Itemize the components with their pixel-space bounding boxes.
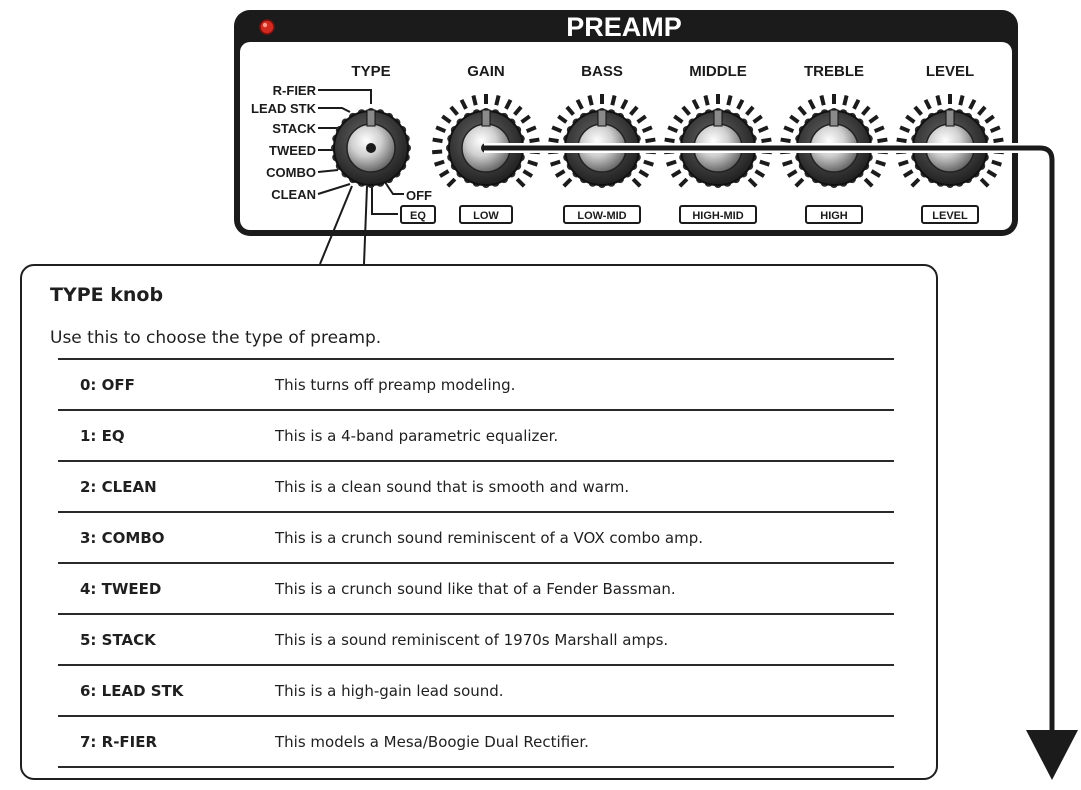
band-label-box: HIGH-MID	[692, 210, 744, 222]
knob-pointer	[714, 110, 722, 126]
type-knob-callout	[20, 264, 938, 780]
callout-description: Use this to choose the type of preamp.	[50, 328, 382, 348]
type-position-label: STACK	[272, 121, 316, 136]
scale-tick	[761, 140, 771, 142]
knob-label-type: TYPE	[351, 63, 391, 80]
led-highlight	[263, 23, 267, 27]
scale-tick	[432, 151, 442, 152]
type-position-label: R-FIER	[272, 83, 316, 98]
scale-tick	[665, 140, 675, 142]
knob-label-middle: MIDDLE	[689, 63, 747, 80]
knob-pointer	[367, 110, 375, 126]
knob-label-treble: TREBLE	[804, 63, 864, 80]
type-description: This is a 4-band parametric equalizer.	[275, 426, 559, 445]
type-position-label: LEAD STK	[251, 101, 316, 116]
type-value: 4: TWEED	[80, 579, 162, 598]
scale-tick	[549, 140, 559, 142]
scale-tick	[433, 140, 443, 142]
led-indicator	[260, 20, 274, 34]
band-label-box: LOW-MID	[577, 210, 627, 222]
type-knob	[331, 108, 411, 188]
table-row	[58, 410, 894, 461]
table-row	[58, 359, 894, 410]
knob-center	[366, 143, 376, 153]
panel-title: PREAMP	[566, 12, 682, 42]
arrow-head-icon	[1026, 730, 1078, 780]
table-row	[58, 563, 894, 614]
type-position-label: CLEAN	[271, 187, 316, 202]
knob-label-level: LEVEL	[925, 63, 975, 80]
scale-tick	[937, 95, 939, 105]
scale-tick	[705, 95, 707, 105]
type-description: This turns off preamp modeling.	[275, 375, 516, 394]
type-description: This models a Mesa/Boogie Dual Rectifier.	[275, 732, 589, 751]
scale-tick	[645, 140, 655, 142]
band-label-box: LEVEL	[932, 210, 968, 222]
band-label-box: LOW	[473, 210, 499, 222]
type-position-label: COMBO	[266, 165, 316, 180]
table-row	[58, 614, 894, 665]
type-value: 7: R-FIER	[80, 732, 158, 751]
type-value: 3: COMBO	[80, 528, 165, 547]
scale-tick	[728, 95, 730, 105]
type-value: 1: EQ	[80, 426, 125, 445]
type-description: This is a clean sound that is smooth and warm.	[275, 477, 630, 496]
scale-tick	[821, 95, 823, 105]
scale-tick	[473, 95, 475, 105]
type-position-label: TWEED	[269, 143, 316, 158]
type-description: This is a crunch sound like that of a Fender Bassman.	[275, 579, 676, 598]
type-value: 5: STACK	[80, 630, 156, 649]
type-values-table	[58, 358, 894, 768]
band-label-box: HIGH	[820, 210, 848, 222]
type-description: This is a crunch sound reminiscent of a VOX combo amp.	[275, 528, 704, 547]
knob-pointer	[830, 110, 838, 126]
knob-label-gain: GAIN	[467, 63, 505, 80]
scale-tick	[589, 95, 591, 105]
scale-tick	[897, 140, 907, 142]
scale-tick	[960, 95, 962, 105]
knob-label-bass: BASS	[581, 63, 623, 80]
scale-tick	[993, 140, 1003, 142]
table-row	[58, 665, 894, 716]
type-value: 6: LEAD STK	[80, 681, 184, 700]
scale-tick	[529, 140, 539, 142]
table-row	[58, 716, 894, 767]
eq-label-box: EQ	[410, 210, 426, 222]
scale-tick	[612, 95, 614, 105]
scale-tick	[844, 95, 846, 105]
knob-pointer	[598, 110, 606, 126]
table-row	[58, 512, 894, 563]
scale-tick	[781, 140, 791, 142]
type-value: 0: OFF	[80, 375, 135, 394]
knob-pointer	[946, 110, 954, 126]
scale-tick	[877, 140, 887, 142]
callout-title: TYPE knob	[50, 284, 164, 306]
scale-tick	[496, 95, 498, 105]
type-value: 2: CLEAN	[80, 477, 157, 496]
table-row	[58, 461, 894, 512]
knob-pointer	[482, 110, 490, 126]
type-description: This is a high-gain lead sound.	[275, 681, 504, 700]
type-description: This is a sound reminiscent of 1970s Marshall amps.	[275, 630, 669, 649]
type-position-label-off: OFF	[406, 188, 432, 203]
